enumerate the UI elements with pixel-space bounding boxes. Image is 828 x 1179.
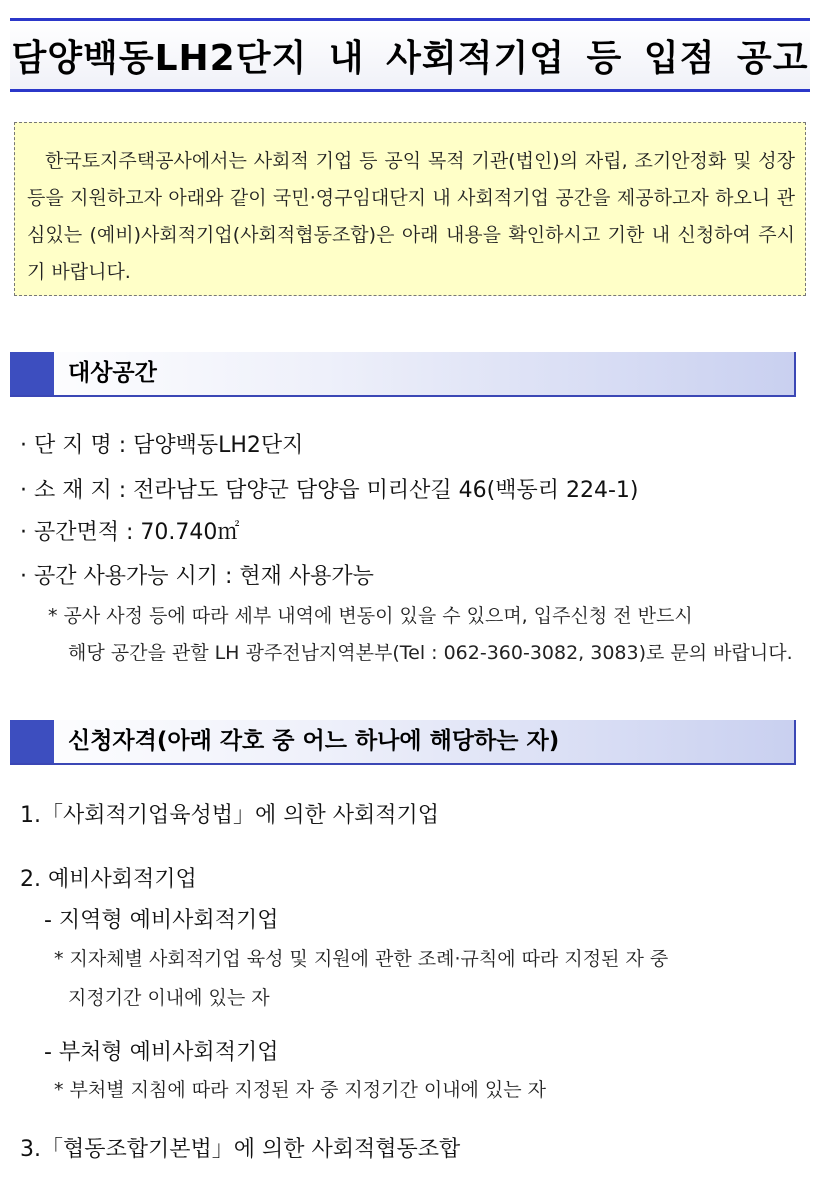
eligibility-subitem: - 부처형 예비사회적기업 [44, 1040, 279, 1065]
notice-box [14, 122, 806, 296]
section-title: 대상공간 [68, 360, 157, 386]
note-line: 지정기간 이내에 있는 자 [68, 987, 270, 1009]
note-line: * 공사 사정 등에 따라 세부 내역에 변동이 있을 수 있으며, 입주신청 전 반드시 [48, 605, 693, 627]
page-title: 담양백동LH2단지 내 사회적기업 등 입점 공고 [11, 37, 809, 79]
eligibility-subitem: - 지역형 예비사회적기업 [44, 908, 279, 933]
section-header-eligibility [10, 720, 796, 765]
title-banner [10, 18, 810, 92]
note-line: * 부처별 지침에 따라 지정된 자 중 지정기간 이내에 있는 자 [54, 1079, 547, 1101]
section-header-target-space [10, 352, 796, 397]
eligibility-item-2: 2. 예비사회적기업 [20, 867, 197, 892]
section-marker [10, 352, 54, 395]
info-area: · 공간면적 : 70.740㎡ [20, 520, 240, 545]
section-title: 신청자격(아래 각호 중 어느 하나에 해당하는 자) [68, 728, 560, 754]
info-availability: · 공간 사용가능 시기 : 현재 사용가능 [20, 564, 374, 589]
note-line: 해당 공간을 관할 LH 광주전남지역본부(Tel : 062-360-3082, 3083)로 문의 바랍니다. [68, 642, 793, 664]
eligibility-item-1: 1.「사회적기업육성법」에 의한 사회적기업 [20, 803, 440, 828]
note-line: * 지자체별 사회적기업 육성 및 지원에 관한 조례·규칙에 따라 지정된 자 중 [54, 948, 669, 970]
eligibility-item-3: 3.「협동조합기본법」에 의한 사회적협동조합 [20, 1137, 461, 1162]
notice-text: 한국토지주택공사에서는 사회적 기업 등 공익 목적 기관(법인)의 자립, 조기안정화 및 성장 등을 지원하고자 아래와 같이 국민·영구임대단지 내 사회적기업 공간을 제공하고자 하오니 관심있는 (예비)사회적기업(사회적협동조합)은 아래 내용을 확인하시고 기한 내 신청하여 주시기 바랍니다. [27, 150, 795, 283]
section-marker [10, 720, 54, 763]
info-complex-name: · 단 지 명 : 담양백동LH2단지 [20, 433, 304, 458]
info-address: · 소 재 지 : 전라남도 담양군 담양읍 미리산길 46(백동리 224-1) [20, 478, 639, 503]
